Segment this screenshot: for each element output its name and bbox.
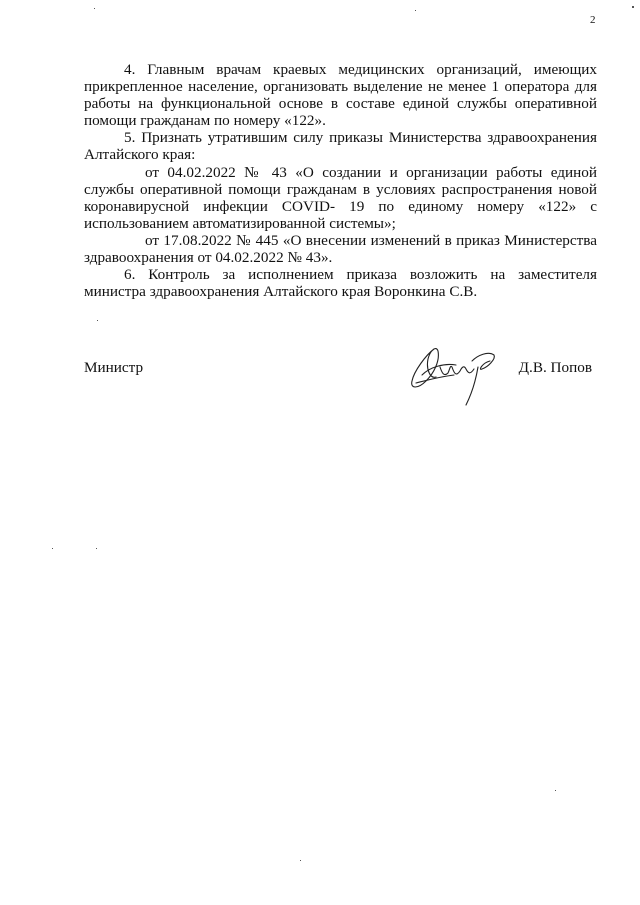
scan-speck [300,860,301,861]
scan-speck [632,6,634,8]
paragraph-item-5: 5. Признать утратившим силу приказы Министерства здравоохранения Алтайского края: [84,129,597,164]
signature-block [84,359,597,409]
scan-speck [415,10,416,11]
signatory-title: Министр [84,359,144,376]
paragraph-order-43: от 04.02.2022 № 43 «О создании и организации работы единой службы оперативной помощи гражданам в условиях распространения новой коронавирусной инфекции COVID- 19 по единому номеру «122» с использованием автоматизированной системы»; [84,163,597,232]
paragraph-item-6: 6. Контроль за исполнением приказа возложить на заместителя министра здравоохранения Алтайского края Воронкина С.В. [84,266,597,301]
scan-speck [52,548,53,549]
scan-speck [555,790,556,791]
handwritten-signature-icon [404,337,514,407]
page-number: 2 [590,14,596,26]
scan-speck [97,320,98,321]
signatory-name: Д.В. Попов [518,359,592,376]
document-body [84,61,597,300]
paragraph-order-445: от 17.08.2022 № 445 «О внесении изменений в приказ Министерства здравоохранения от 04.02.2022 № 43». [84,231,597,267]
paragraph-item-4: 4. Главным врачам краевых медицинских организаций, имеющих прикрепленное население, организовать выделение не менее 1 оператора для работы на функциональной основе в составе единой службы оперативной помощи гражданам по номеру «122». [84,61,597,130]
scan-speck [96,548,97,549]
scan-speck [94,8,95,9]
